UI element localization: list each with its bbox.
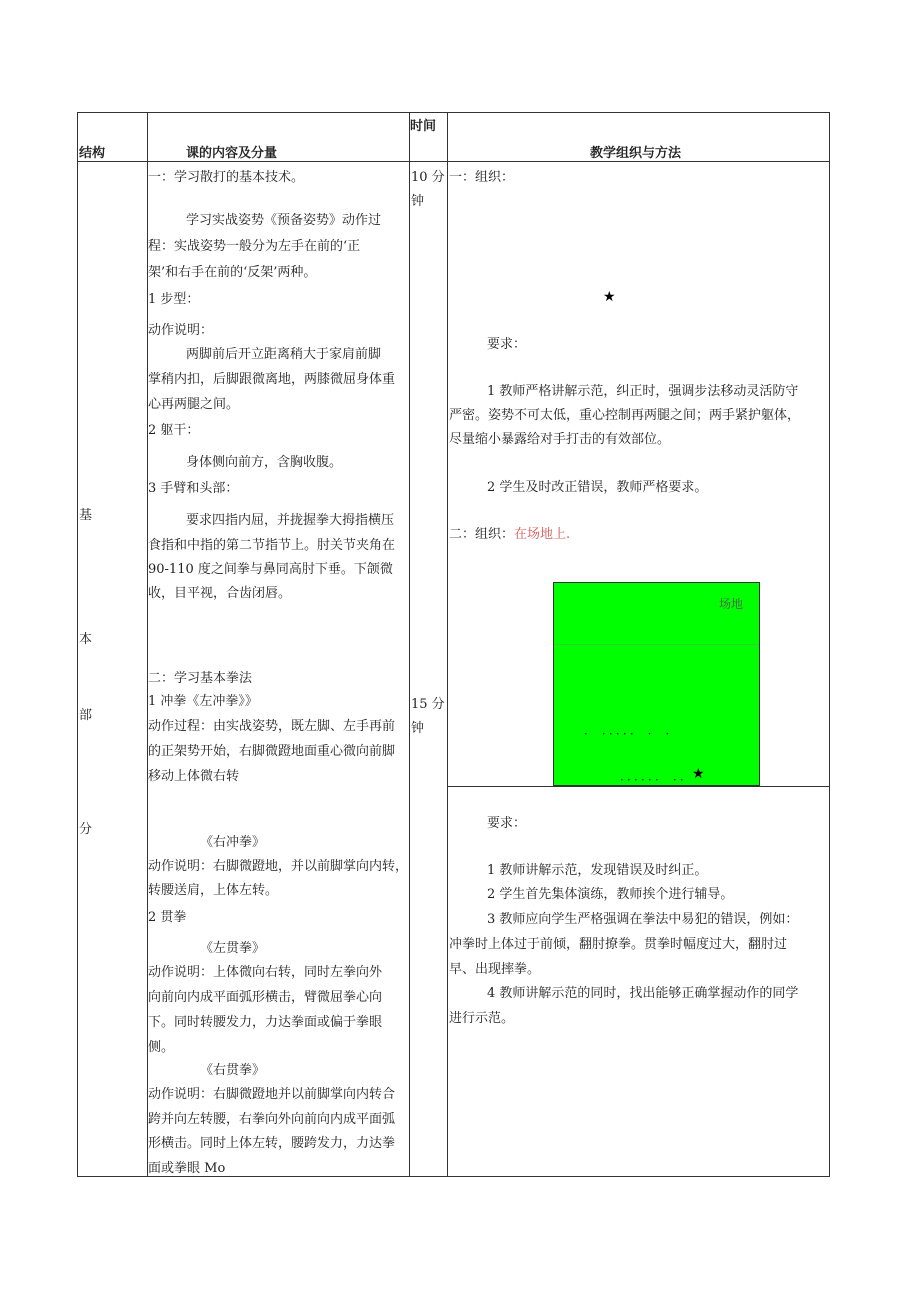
content-line: 1 步型： <box>148 292 200 307</box>
method-org-2-label: 二：组织： <box>449 527 515 542</box>
content-line: 要求四指内屈，并拢握拳大拇指横压 <box>186 513 395 528</box>
content-line: 动作说明：上体微向右转，同时左拳向外 <box>148 965 383 980</box>
content-line: 的正架势开始，右脚微蹬地面重心微向前脚 <box>148 744 396 759</box>
method-line: 早、出现摔拳。 <box>449 962 541 977</box>
header-time: 时间 <box>410 119 437 134</box>
method-line: 4 教师讲解示范的同时，找出能够正确掌握动作的同学 <box>487 986 799 1001</box>
content-line: 掌稍内扣，后脚跟微离地，两膝微屈身体重 <box>148 372 396 387</box>
teacher-star-icon: ★ <box>692 766 705 782</box>
structure-char-4: 分 <box>79 822 93 837</box>
content-line: 心再两腿之间。 <box>148 397 240 412</box>
structure-char-2: 本 <box>79 632 93 647</box>
structure-char-1: 基 <box>79 508 93 523</box>
content-line: 侧。 <box>148 1040 175 1055</box>
method-line: 冲拳时上体过于前倾，翻肘撩拳。贯拳时幅度过大，翻肘过 <box>449 937 788 952</box>
content-line: 形横击。同时上体左转，腰跨发力，力达拳 <box>148 1136 396 1151</box>
method-split-border <box>447 786 830 787</box>
content-line: 向前向内成平面弧形横击，臂微屈拳心向 <box>148 990 383 1005</box>
content-line: 《右冲拳》 <box>200 835 266 850</box>
table-left-border <box>77 112 78 1177</box>
content-line: 身体侧向前方，含胸收腹。 <box>186 455 343 470</box>
student-row-1: ． ．．．．． ． ． <box>584 723 679 737</box>
content-line: 动作说明：右脚微蹬地并以前脚掌向内转合 <box>148 1087 396 1102</box>
content-line: 2 贯拳 <box>148 910 187 925</box>
time-1-line-a: 10 分 <box>411 170 445 185</box>
content-line: 程：实战姿势一般分为左手在前的‘正 <box>148 239 361 254</box>
header-method: 教学组织与方法 <box>590 146 682 161</box>
content-line: 动作说明： <box>148 323 214 338</box>
method-line: 1 教师讲解示范，发现错误及时纠正。 <box>487 863 708 878</box>
method-req-2: 要求： <box>487 816 527 831</box>
table-right-border <box>829 112 830 1177</box>
content-line: 《左贯拳》 <box>200 941 266 956</box>
header-structure: 结构 <box>79 146 106 161</box>
method-line: 严密。姿势不可太低，重心控制再两腿之间；两手紧护躯体， <box>449 408 801 423</box>
field-midline <box>554 644 759 645</box>
method-line: 进行示范。 <box>449 1011 515 1026</box>
content-line: 1 冲拳《左冲拳》》 <box>148 694 258 709</box>
col-divider-3 <box>447 112 448 1177</box>
content-line: 下。同时转腰发力，力达拳面或偏于拳眼 <box>148 1015 383 1030</box>
content-line: 动作说明：右脚微蹬地，并以前脚掌向内转， <box>148 859 409 874</box>
content-line: 跨并向左转腰，右拳向外向前向内成平面弧 <box>148 1112 396 1127</box>
method-org-2-place: 在场地上. <box>514 527 571 542</box>
time-1-line-b: 钟 <box>411 194 425 209</box>
method-line: 2 学生及时改正错误，教师严格要求。 <box>487 480 708 495</box>
method-line: 1 教师严格讲解示范，纠正时，强调步法移动灵活防守 <box>487 384 799 399</box>
method-req-1: 要求： <box>487 337 527 352</box>
content-line: 动作过程：由实战姿势，既左脚、左手再前 <box>148 719 396 734</box>
header-content: 课的内容及分量 <box>186 146 278 161</box>
time-2-line-a: 15 分 <box>411 697 445 712</box>
method-line: 尽量缩小暴露给对手打击的有效部位。 <box>449 432 671 447</box>
time-2-line-b: 钟 <box>411 721 425 736</box>
method-org-1: 一：组织： <box>449 170 515 185</box>
content-line: 《右贯拳》 <box>200 1063 266 1078</box>
content-line: 转腰送肩，上体左转。 <box>148 883 279 898</box>
content-line: 食指和中指的第二节指节上。肘关节夹角在 <box>148 538 396 553</box>
structure-char-3: 部 <box>79 708 93 723</box>
content-line: 面或拳眼 Mo <box>148 1161 226 1176</box>
method-line: 2 学生首先集体演练，教师挨个进行辅导。 <box>487 887 734 902</box>
method-line: 3 教师应向学生严格强调在拳法中易犯的错误，例如： <box>487 912 799 927</box>
col-divider-2 <box>409 112 410 1177</box>
content-line: 移动上体微右转 <box>148 769 240 784</box>
field-label: 场地 <box>718 597 743 611</box>
content-line: 一：学习散打的基本技术。 <box>148 170 305 185</box>
content-line: 架’和右手在前的‘反架’两种。 <box>148 265 317 280</box>
method-org-2 <box>449 527 570 543</box>
content-line: 学习实战姿势《预备姿势》动作过 <box>186 213 382 228</box>
student-row-2: ．．．．．． ．． <box>620 769 693 783</box>
content-line: 3 手臂和头部： <box>148 481 239 496</box>
content-line: 收，目平视，合齿闭唇。 <box>148 586 292 601</box>
table-top-border <box>77 112 830 113</box>
field-diagram <box>553 582 760 786</box>
content-line: 两脚前后开立距离稍大于家肩前脚 <box>186 347 382 362</box>
content-line: 90-110 度之间拳与鼻同高肘下垂。下颌微 <box>148 562 393 577</box>
content-line: 二：学习基本拳法 <box>148 671 253 686</box>
teacher-star-icon: ★ <box>603 289 616 305</box>
content-line: 2 躯干： <box>148 423 200 438</box>
